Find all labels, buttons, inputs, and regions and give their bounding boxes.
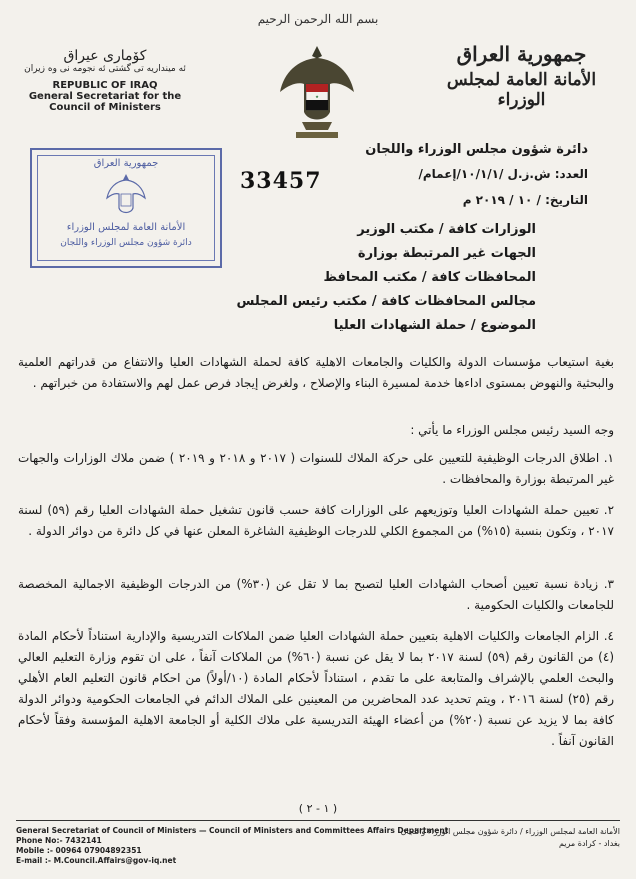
basmala: بسم الله الرحمن الرحيم xyxy=(257,12,379,26)
footer-en-phone: Phone No:- 7432141 xyxy=(16,836,102,845)
document-date: التاريخ: / ١٠ / ٢٠١٩ م xyxy=(462,193,588,207)
stamp-top-text: جمهورية العراق xyxy=(93,158,159,169)
stamp-eagle-icon xyxy=(106,172,146,218)
arabic-title-republic: جمهورية العراق xyxy=(456,42,587,66)
addressee-ministries: الوزارات كافة / مكتب الوزير xyxy=(357,222,536,237)
arabic-title-secretariat: الأمانة العامة لمجلس الوزراء xyxy=(446,70,597,110)
stamp-line-2: دائرة شؤون مجلس الوزراء واللجان xyxy=(60,238,192,248)
footer-ar-department: الأمانة العامة لمجلس الوزراء / دائرة شؤون مجلس الوزراء واللجان xyxy=(400,827,620,836)
footer-en-mobile: Mobile :- 00964 07904892351 xyxy=(16,846,142,855)
department-name: دائرة شؤون مجلس الوزراء واللجان xyxy=(365,142,588,157)
addressee-councils: مجالس المحافظات كافة / مكتب رئيس المجلس xyxy=(236,294,536,309)
addressee-non-affiliated: الجهات غير المرتبطة بوزارة xyxy=(357,246,536,261)
kurdish-title: كۆماری عیراق xyxy=(63,48,147,64)
item-1: ١. اطلاق الدرجات الوظيفية للتعيين على حركة الملاك للسنوات ( ٢٠١٧ و ٢٠١٨ و ٢٠١٩ ) ضمن ملاك الوزارات والجهات غير المرتبطة بوزارة والمحافظات . xyxy=(18,451,614,486)
english-title: REPUBLIC OF IRAQ xyxy=(52,80,158,91)
iraq-eagle-emblem xyxy=(278,42,356,142)
directive-line: وجه السيد رئيس مجلس الوزراء ما يأتي : xyxy=(410,423,614,437)
item-3: ٣. زيادة نسبة تعيين أصحاب الشهادات العليا لتصبح بما لا تقل عن (٣٠%) من الدرجات الوظيفية الاجمالية المخصصة للجامعات والكليات الحكومية . xyxy=(18,577,614,612)
footer-arabic xyxy=(401,826,620,850)
kurdish-english-letterhead xyxy=(10,48,200,113)
page-number: ( ١ - ٢ ) xyxy=(298,802,338,815)
footer-en-email: E-mail :- M.Council.Affairs@gov-iq.net xyxy=(16,856,177,865)
stamp-line-1: الأمانة العامة لمجلس الوزراء xyxy=(66,222,186,233)
footer-divider xyxy=(16,820,620,821)
item-4: ٤. الزام الجامعات والكليات الاهلية بتعيين حملة الشهادات العليا ضمن الملاكات التدريسية والإدارية استناداً لأحكام المادة (٤) من القانون رقم (٥٩) لسنة ٢٠١٧ بما لا يقل عن نسبة (٦٠%) من الملاكات آنفاً ، على ان تقوم وزارة التعليم العالي والبحث العلمي بالإشراف والمتابعة على ما تقدم ، استناداً لأحكام المادة (١٠/أولاً) من احكام قانون التعليم العام الأهلي رقم (٢٥) لسنة ٢٠١٦ ، ويتم تحديد عدد المحاضرين من المعينين على الملاك الدائم في الجامعات الحكومية ودوائر الدولة كافة بما لا يزيد عن نسبة (٢٠%) من أعضاء الهيئة التدريسية على ملاك الكلية أو الجامعة الاهلية المؤسسة وفقاً لأحكام القانون آنفاً . xyxy=(18,629,615,748)
english-subtitle: General Secretariat for the Council of Ministers xyxy=(28,91,182,113)
svg-text:★: ★ xyxy=(315,94,319,99)
handwritten-number: 33457 xyxy=(240,168,322,194)
footer-ar-address: بغداد - كرادة مريم xyxy=(558,839,620,848)
addressee-governorates: المحافظات كافة / مكتب المحافظ xyxy=(323,270,536,285)
reference-number: العدد: ش.ز.ل /١٠/١/١/إعمام/ xyxy=(418,167,588,181)
intro-paragraph: بغية استيعاب مؤسسات الدولة والكليات والجامعات الاهلية كافة لحملة الشهادات العليا والانتفاع من قدراتهم العلمية والبحثية والنهوض بمستوى اداءها خدمة لمسيرة البناء والإصلاح ، ولغرض إيجاد فرص عمل لهم والاستفادة من خبراتهم . xyxy=(18,355,614,390)
subject-line: الموضوع / حملة الشهادات العليا xyxy=(333,318,536,333)
official-stamp xyxy=(30,148,222,268)
item-2: ٢. تعيين حملة الشهادات العليا وتوزيعهم على الوزارات كافة حسب قانون تشغيل حملة الشهادات العليا رقم (٥٩) لسنة ٢٠١٧ ، وتكون بنسبة (١٥%) من المجموع الكلي للدرجات الوظيفية الشاغرة المعلن عنها في كل دائرة من دوائر الدولة . xyxy=(18,503,615,538)
footer-en-department: General Secretariat of Council of Ministers — Council of Ministers and Committees Affairs Department xyxy=(16,826,449,835)
arabic-letterhead xyxy=(429,42,614,110)
kurdish-subtitle: ئه مینداریه تی گشتی ئه نجومه نی وه زیران xyxy=(24,64,186,74)
footer-english xyxy=(16,826,448,866)
